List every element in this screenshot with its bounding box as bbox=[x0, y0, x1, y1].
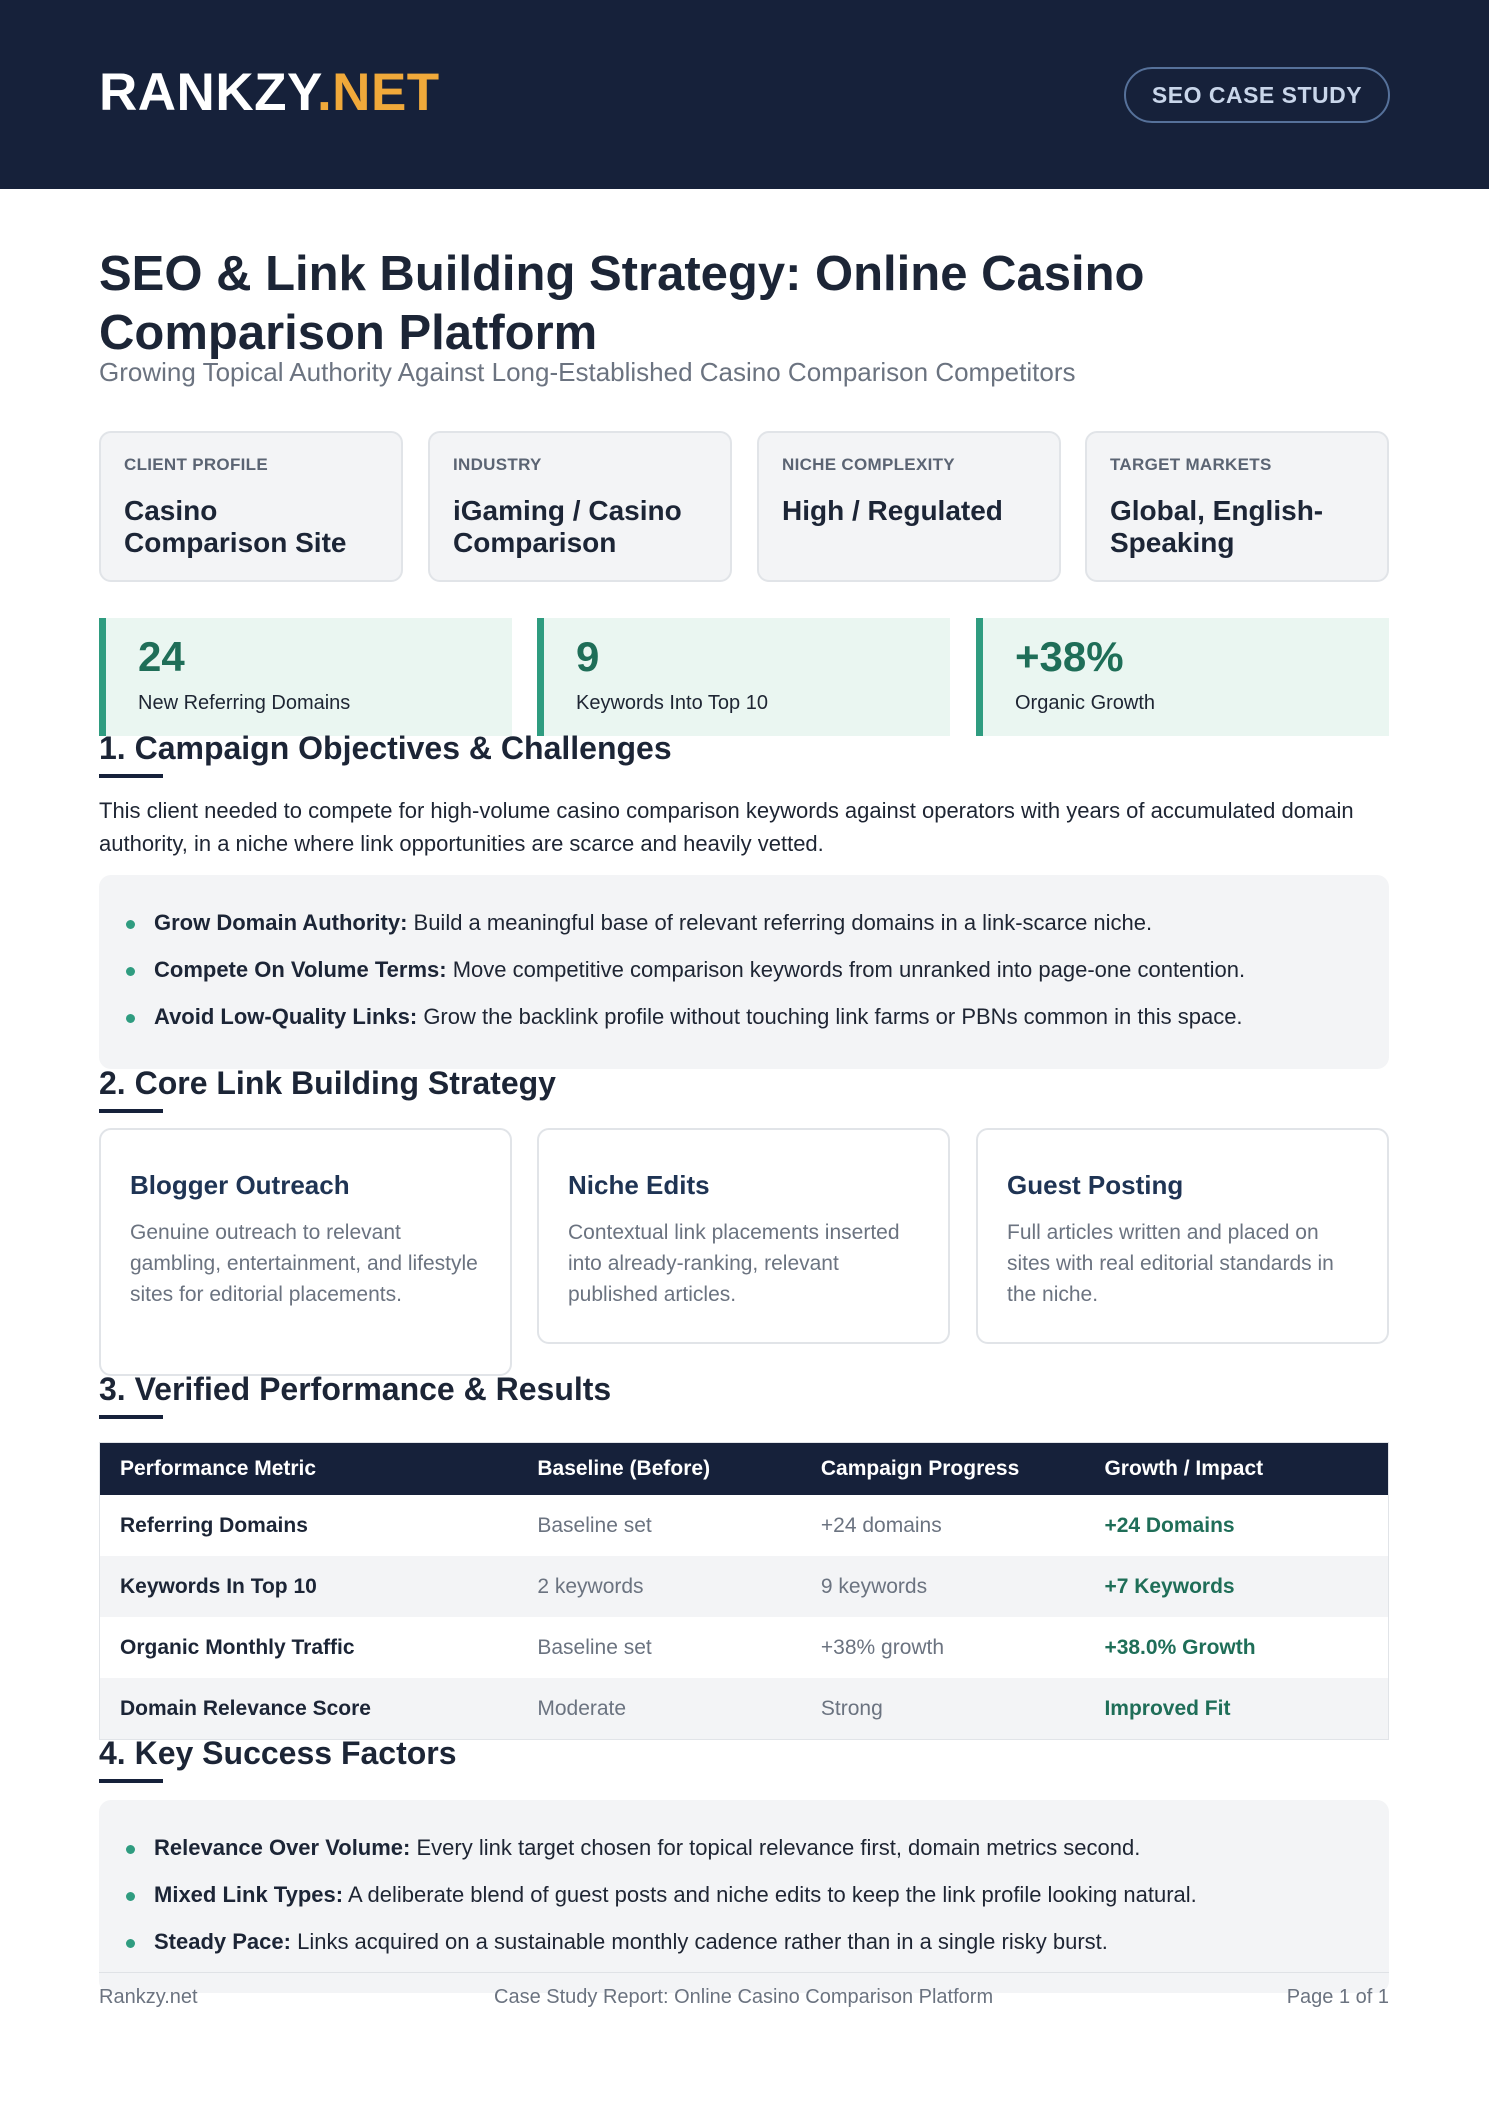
page-header bbox=[0, 0, 1489, 189]
bullet-text: Grow the backlink profile without touching link farms or PBNs common in this space. bbox=[417, 1004, 1243, 1029]
bullet-dot-icon bbox=[126, 967, 135, 976]
bullet-dot-icon bbox=[126, 920, 135, 929]
section-heading-results: 3. Verified Performance & Results bbox=[99, 1371, 612, 1407]
section-underline bbox=[99, 1415, 163, 1419]
list-item bbox=[126, 1834, 1362, 1862]
page-subtitle: Growing Topical Authority Against Long-Established Casino Comparison Competitors bbox=[99, 357, 1076, 387]
bullet-title: Relevance Over Volume: bbox=[154, 1835, 411, 1860]
table-row bbox=[100, 1617, 1388, 1678]
stat-organic-growth bbox=[976, 618, 1389, 736]
column-header: Growth / Impact bbox=[1104, 1457, 1264, 1480]
section-underline bbox=[99, 774, 163, 778]
stat-referring-domains bbox=[99, 618, 512, 736]
bullet-dot-icon bbox=[126, 1845, 135, 1854]
profile-card-markets bbox=[1085, 431, 1389, 582]
baseline-cell: Moderate bbox=[537, 1696, 627, 1720]
bullet-title: Grow Domain Authority: bbox=[154, 910, 408, 935]
strategy-text: Genuine outreach to relevant gambling, entertainment, and lifestyle sites for editorial placements. bbox=[130, 1221, 478, 1306]
profile-card-industry bbox=[428, 431, 732, 582]
success-factors-list bbox=[99, 1800, 1389, 1993]
progress-cell: +24 domains bbox=[820, 1513, 942, 1537]
baseline-cell: Baseline set bbox=[537, 1635, 652, 1659]
bullet-text: A deliberate blend of guest posts and niche edits to keep the link profile looking natural. bbox=[343, 1882, 1197, 1907]
strategy-card-outreach bbox=[99, 1128, 512, 1376]
list-item bbox=[126, 1003, 1362, 1031]
bullet-text: Every link target chosen for topical relevance first, domain metrics second. bbox=[410, 1835, 1141, 1860]
strategy-card-guest-posting bbox=[976, 1128, 1389, 1344]
stat-label: Keywords Into Top 10 bbox=[576, 692, 768, 714]
bullet-dot-icon bbox=[126, 1892, 135, 1901]
page-title: SEO & Link Building Strategy: Online Casino Comparison Platform bbox=[99, 247, 1145, 360]
profile-card-complexity bbox=[757, 431, 1061, 582]
case-study-badge: SEO CASE STUDY bbox=[1124, 67, 1390, 123]
section-heading-objectives: 1. Campaign Objectives & Challenges bbox=[99, 730, 672, 766]
profile-label: TARGET MARKETS bbox=[1110, 455, 1272, 474]
profile-value: iGaming / Casino Comparison bbox=[453, 495, 682, 558]
objectives-list bbox=[99, 875, 1389, 1069]
impact-cell: Improved Fit bbox=[1104, 1696, 1231, 1720]
footer-report-title: Case Study Report: Online Casino Comparison Platform bbox=[494, 1986, 994, 2008]
footer-divider bbox=[99, 1972, 1389, 1973]
impact-cell: +24 Domains bbox=[1104, 1513, 1235, 1537]
strategy-text: Full articles written and placed on sites with real editorial standards in the niche. bbox=[1007, 1221, 1334, 1306]
strategy-title: Guest Posting bbox=[1007, 1170, 1184, 1200]
stat-label: Organic Growth bbox=[1015, 692, 1156, 714]
table-row bbox=[100, 1556, 1388, 1617]
profile-value: Global, English-Speaking bbox=[1110, 495, 1324, 558]
progress-cell: +38% growth bbox=[820, 1635, 945, 1659]
list-item bbox=[126, 1881, 1362, 1909]
profile-label: NICHE COMPLEXITY bbox=[782, 455, 955, 474]
section-heading-success-factors: 4. Key Success Factors bbox=[99, 1735, 457, 1771]
profile-label: INDUSTRY bbox=[453, 455, 542, 474]
stat-label: New Referring Domains bbox=[138, 692, 351, 714]
progress-cell: Strong bbox=[820, 1696, 883, 1720]
bullet-dot-icon bbox=[126, 1014, 135, 1023]
section-underline bbox=[99, 1109, 163, 1113]
table-row bbox=[100, 1495, 1388, 1556]
bullet-title: Mixed Link Types: bbox=[154, 1882, 344, 1907]
impact-cell: +7 Keywords bbox=[1104, 1574, 1235, 1598]
footer-page-number: Page 1 of 1 bbox=[1286, 1986, 1389, 2008]
metric-cell: Domain Relevance Score bbox=[120, 1696, 371, 1720]
table-row bbox=[100, 1678, 1388, 1739]
list-item bbox=[126, 909, 1362, 937]
bullet-dot-icon bbox=[126, 1939, 135, 1948]
stat-value: +38% bbox=[1015, 633, 1124, 680]
metric-cell: Organic Monthly Traffic bbox=[120, 1635, 355, 1659]
strategy-title: Niche Edits bbox=[568, 1170, 710, 1200]
strategy-title: Blogger Outreach bbox=[130, 1170, 350, 1200]
profile-card-client bbox=[99, 431, 403, 582]
list-item bbox=[126, 956, 1362, 984]
brand-logo[interactable] bbox=[99, 62, 440, 123]
footer-site: Rankzy.net bbox=[99, 1986, 198, 2008]
stat-value: 24 bbox=[138, 633, 185, 680]
section-heading-strategy: 2. Core Link Building Strategy bbox=[99, 1065, 556, 1101]
column-header: Campaign Progress bbox=[820, 1457, 1020, 1480]
profile-value: High / Regulated bbox=[782, 495, 1003, 526]
profile-label: CLIENT PROFILE bbox=[124, 455, 268, 474]
stat-keywords-top10 bbox=[537, 618, 950, 736]
column-header: Performance Metric bbox=[120, 1457, 317, 1480]
bullet-text: Build a meaningful base of relevant referring domains in a link-scarce niche. bbox=[407, 910, 1153, 935]
bullet-title: Steady Pace: bbox=[154, 1929, 291, 1954]
metric-cell: Referring Domains bbox=[120, 1513, 308, 1537]
progress-cell: 9 keywords bbox=[820, 1574, 928, 1598]
bullet-title: Compete On Volume Terms: bbox=[154, 957, 447, 982]
metric-cell: Keywords In Top 10 bbox=[120, 1574, 317, 1598]
bullet-text: Links acquired on a sustainable monthly cadence rather than in a single risky burst. bbox=[290, 1929, 1108, 1954]
bullet-text: Move competitive comparison keywords from unranked into page-one contention. bbox=[446, 957, 1246, 982]
section-underline bbox=[99, 1779, 163, 1783]
strategy-card-niche-edits bbox=[537, 1128, 950, 1344]
objectives-intro: This client needed to compete for high-volume casino comparison keywords against operators with years of accumulated domain authority, in a niche where link opportunities are scarce and heavily vetted. bbox=[99, 798, 1354, 856]
column-header: Baseline (Before) bbox=[537, 1457, 711, 1480]
table-header bbox=[100, 1443, 1388, 1495]
bullet-title: Avoid Low-Quality Links: bbox=[154, 1004, 418, 1029]
profile-value: Casino Comparison Site bbox=[124, 495, 347, 558]
results-table bbox=[99, 1442, 1389, 1740]
baseline-cell: 2 keywords bbox=[537, 1574, 644, 1598]
brand-tld: .NET bbox=[316, 63, 440, 122]
list-item bbox=[126, 1928, 1362, 1956]
stat-value: 9 bbox=[576, 633, 600, 680]
baseline-cell: Baseline set bbox=[537, 1513, 652, 1537]
impact-cell: +38.0% Growth bbox=[1104, 1635, 1256, 1659]
strategy-text: Contextual link placements inserted into already-ranking, relevant published articles. bbox=[568, 1221, 900, 1306]
brand-name: RANKZY bbox=[99, 63, 317, 122]
